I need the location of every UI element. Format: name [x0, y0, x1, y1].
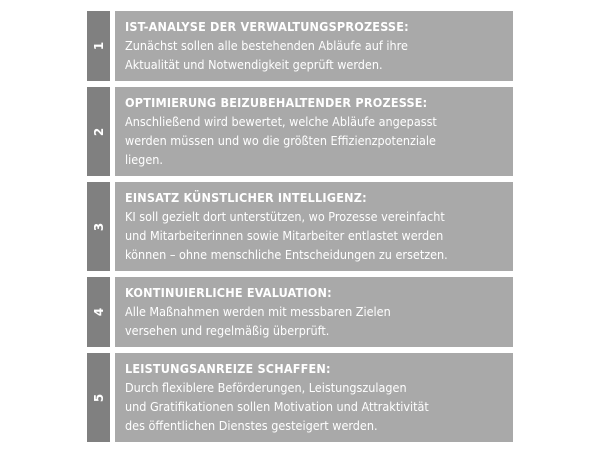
step-title: IST-ANALYSE DER VERWALTUNGSPROZESSE: [125, 19, 409, 34]
step-content [115, 277, 513, 347]
step-number-bar [87, 11, 110, 81]
step-text-line: Zunächst sollen alle bestehenden Abläufe auf ihre [125, 38, 408, 53]
step-number-bar [87, 87, 110, 176]
step-number: 5 [91, 393, 106, 402]
step-number-bar [87, 182, 110, 271]
step-title: EINSATZ KÜNSTLICHER INTELLIGENZ: [125, 190, 367, 205]
step-number: 3 [91, 222, 106, 231]
step-title: OPTIMIERUNG BEIZUBEHALTENDER PROZESSE: [125, 95, 428, 110]
step-text-line: werden müssen und wo die größten Effizienzpotenziale [125, 133, 436, 148]
steps-list [87, 11, 513, 448]
step-title: LEISTUNGSANREIZE SCHAFFEN: [125, 361, 331, 376]
step-text-line: liegen. [125, 152, 163, 167]
step-number: 2 [91, 127, 106, 136]
step-text-line: können – ohne menschliche Entscheidungen zu ersetzen. [125, 247, 448, 262]
step-content [115, 87, 513, 176]
step-text-line: und Gratifikationen sollen Motivation und Attraktivität [125, 399, 429, 414]
step-title: KONTINUIERLICHE EVALUATION: [125, 285, 332, 300]
step-5 [87, 353, 513, 442]
step-text-line: KI soll gezielt dort unterstützen, wo Prozesse vereinfacht [125, 209, 445, 224]
step-content [115, 182, 513, 271]
step-2 [87, 87, 513, 176]
step-text-line: Durch flexiblere Beförderungen, Leistungszulagen [125, 380, 407, 395]
step-number: 1 [91, 41, 106, 51]
step-content [115, 353, 513, 442]
step-text-line: Alle Maßnahmen werden mit messbaren Zielen [125, 304, 391, 319]
step-text-line: Anschließend wird bewertet, welche Abläufe angepasst [125, 114, 437, 129]
step-text-line: und Mitarbeiterinnen sowie Mitarbeiter entlastet werden [125, 228, 444, 243]
step-content [115, 11, 513, 81]
step-3 [87, 182, 513, 271]
step-4 [87, 277, 513, 347]
step-number-bar [87, 353, 110, 442]
step-number-bar [87, 277, 110, 347]
step-number: 4 [91, 307, 106, 317]
step-text-line: Aktualität und Notwendigkeit geprüft werden. [125, 57, 383, 72]
step-text-line: versehen und regelmäßig überprüft. [125, 323, 330, 338]
step-text-line: des öffentlichen Dienstes gesteigert werden. [125, 418, 378, 433]
step-1 [87, 11, 513, 81]
